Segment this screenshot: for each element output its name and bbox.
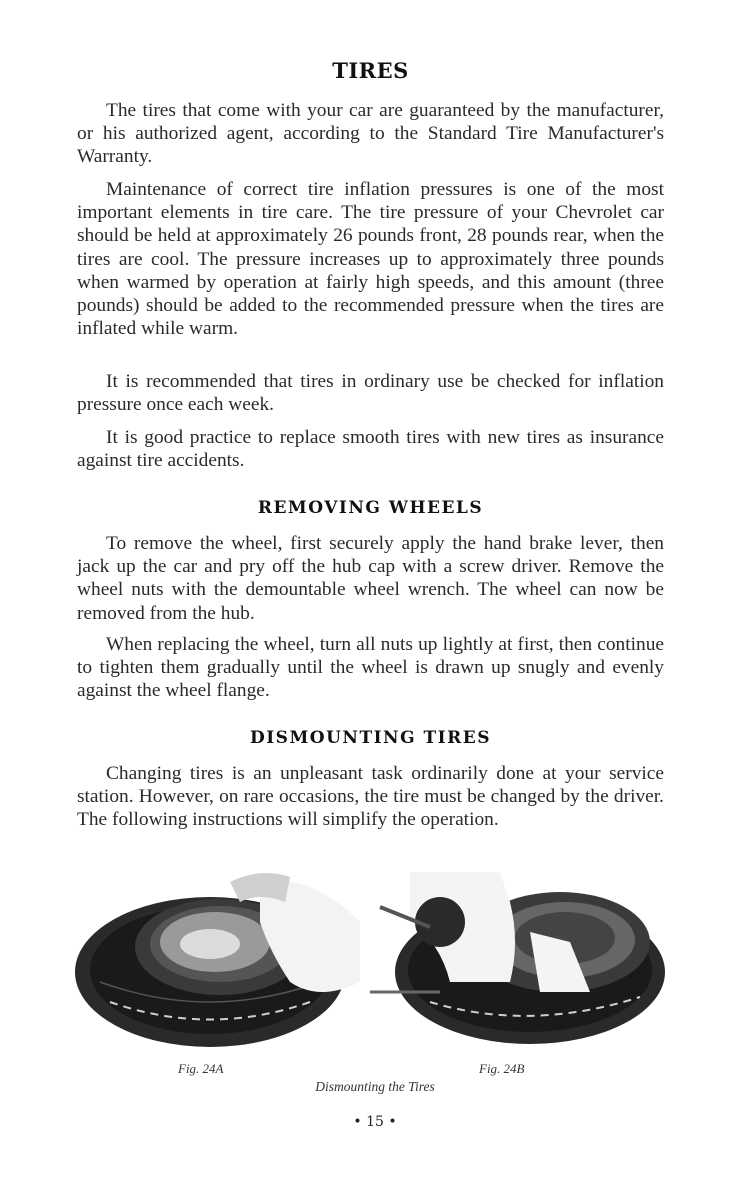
paragraph-inflation-pressure: Maintenance of correct tire inflation pressures is one of the most important elements in tire care. The tire pressure of your Chevrolet car should be held at approximately 26 pounds front, 28 pounds rear, when the tires are cool. The pressure increases up to approximately three pounds when warmed by operation at fairly high speeds, and this amount (three pounds) should be added to the recommended pressure when the tires are inflated while warm.	[77, 179, 664, 340]
paragraph-warranty: The tires that come with your car are guaranteed by the manufacturer, or his authorized agent, according to the Standard Tire Manufacturer's Warranty.	[77, 100, 664, 168]
page-title: TIRES	[332, 58, 409, 83]
section-heading-dismounting-tires: DISMOUNTING TIRES	[249, 728, 491, 748]
paragraph-remove-wheel: To remove the wheel, first securely apply the hand brake lever, then jack up the car and pry off the hub cap with a screw driver. Remove the wheel nuts with the demountable wheel wrench. The wheel can now be removed from the hub.	[77, 533, 664, 624]
figure-caption: Dismounting the Tires	[315, 1079, 435, 1094]
paragraph-replace-smooth-tires: It is good practice to replace smooth tires with new tires as insurance against tire accidents.	[77, 427, 664, 472]
page-number: • 15 •	[353, 1114, 397, 1130]
section-heading-removing-wheels: REMOVING WHEELS	[257, 498, 484, 518]
figure-label-24a: Fig. 24A	[178, 1061, 224, 1076]
paragraph-changing-tires: Changing tires is an unpleasant task ordinarily done at your service station. However, on rare occasions, the tire must be changed by the driver. The following instructions will simplify the operation.	[77, 763, 664, 831]
paragraph-weekly-check: It is recommended that tires in ordinary use be checked for inflation pressure once each week.	[77, 371, 664, 416]
figures-row	[70, 862, 670, 1052]
paragraph-replace-wheel: When replacing the wheel, turn all nuts up lightly at first, then continue to tighten them gradually until the wheel is drawn up snugly and evenly against the wheel flange.	[77, 634, 664, 702]
tire-dismount-photo-b-icon	[370, 862, 670, 1052]
tire-dismount-photo-a-icon	[70, 862, 370, 1052]
figure-label-24b: Fig. 24B	[479, 1061, 525, 1076]
